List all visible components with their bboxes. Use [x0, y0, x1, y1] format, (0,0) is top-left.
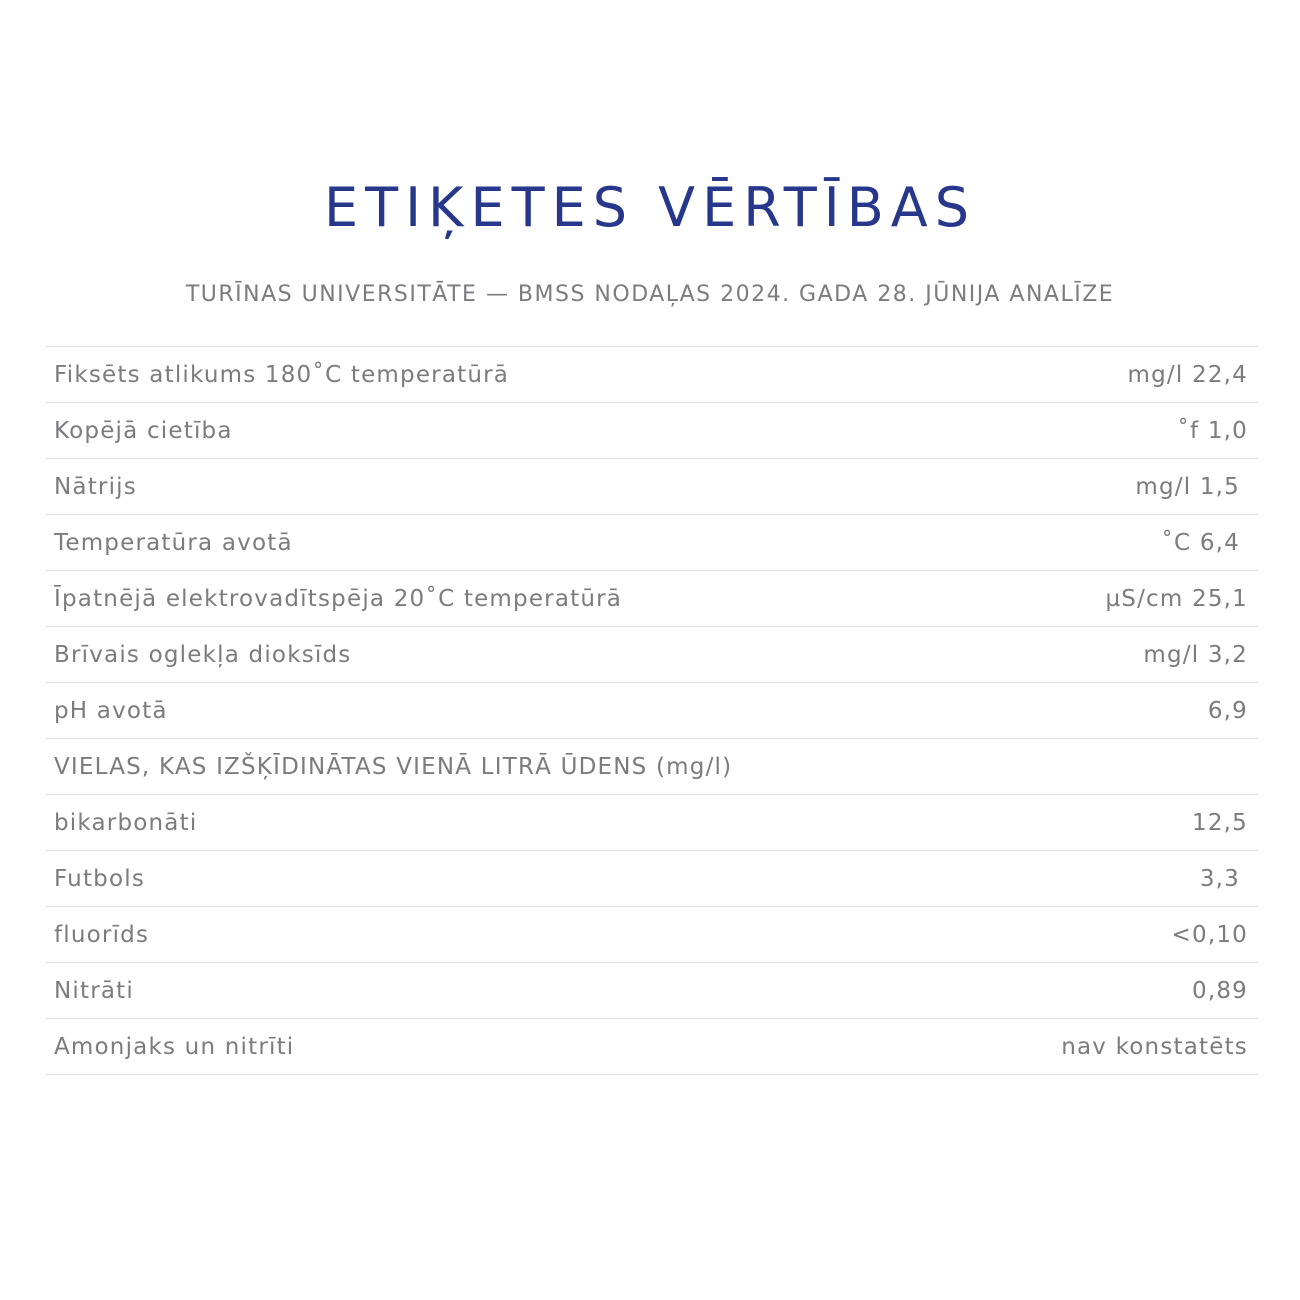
label-values-table — [45, 346, 1258, 1075]
row-label: Futbols — [54, 865, 146, 892]
row-label: Kopējā cietība — [54, 417, 233, 444]
table-row — [45, 851, 1258, 907]
row-label: Fiksēts atlikums 180˚C temperatūrā — [54, 361, 510, 388]
table-row — [45, 571, 1258, 627]
row-label: Īpatnējā elektrovadītspēja 20˚C temperatūrā — [54, 585, 623, 612]
section-header-label: VIELAS, KAS IZŠĶĪDINĀTAS VIENĀ LITRĀ ŪDENS (mg/l) — [54, 753, 733, 780]
row-value: 0,89 — [1191, 977, 1248, 1004]
row-value: 3,3 — [1199, 865, 1240, 892]
row-value: 12,5 — [1191, 809, 1248, 836]
row-value: mg/l 3,2 — [1143, 641, 1248, 668]
table-row — [45, 795, 1258, 851]
row-value: µS/cm 25,1 — [1105, 585, 1248, 612]
table-row — [45, 1019, 1258, 1075]
row-value: 6,9 — [1207, 697, 1248, 724]
row-label: Amonjaks un nitrīti — [54, 1033, 295, 1060]
row-label: bikarbonāti — [54, 809, 198, 836]
page-subtitle: TURĪNAS UNIVERSITĀTE — BMSS NODAĻAS 2024. GADA 28. JŪNIJA ANALĪZE — [185, 282, 1115, 307]
table-row — [45, 459, 1258, 515]
row-value: <0,10 — [1171, 921, 1248, 948]
row-value: nav konstatēts — [1061, 1033, 1248, 1060]
row-value: mg/l 1,5 — [1135, 473, 1240, 500]
row-label: pH avotā — [54, 697, 168, 724]
row-label: Nitrāti — [54, 977, 134, 1004]
row-label: Temperatūra avotā — [54, 529, 293, 556]
row-value: ˚C 6,4 — [1161, 529, 1240, 556]
table-row — [45, 515, 1258, 571]
table-row — [45, 907, 1258, 963]
table-row — [45, 403, 1258, 459]
row-value: mg/l 22,4 — [1127, 361, 1248, 388]
row-label: Nātrijs — [54, 473, 137, 500]
table-row — [45, 963, 1258, 1019]
table-row — [45, 627, 1258, 683]
row-label: fluorīds — [54, 921, 150, 948]
row-value: ˚f 1,0 — [1177, 417, 1248, 444]
table-row — [45, 347, 1258, 403]
table-row — [45, 683, 1258, 739]
section-header-row — [45, 739, 1258, 795]
row-label: Brīvais oglekļa dioksīds — [54, 641, 352, 668]
page-title: ETIĶETES VĒRTĪBAS — [324, 176, 976, 239]
